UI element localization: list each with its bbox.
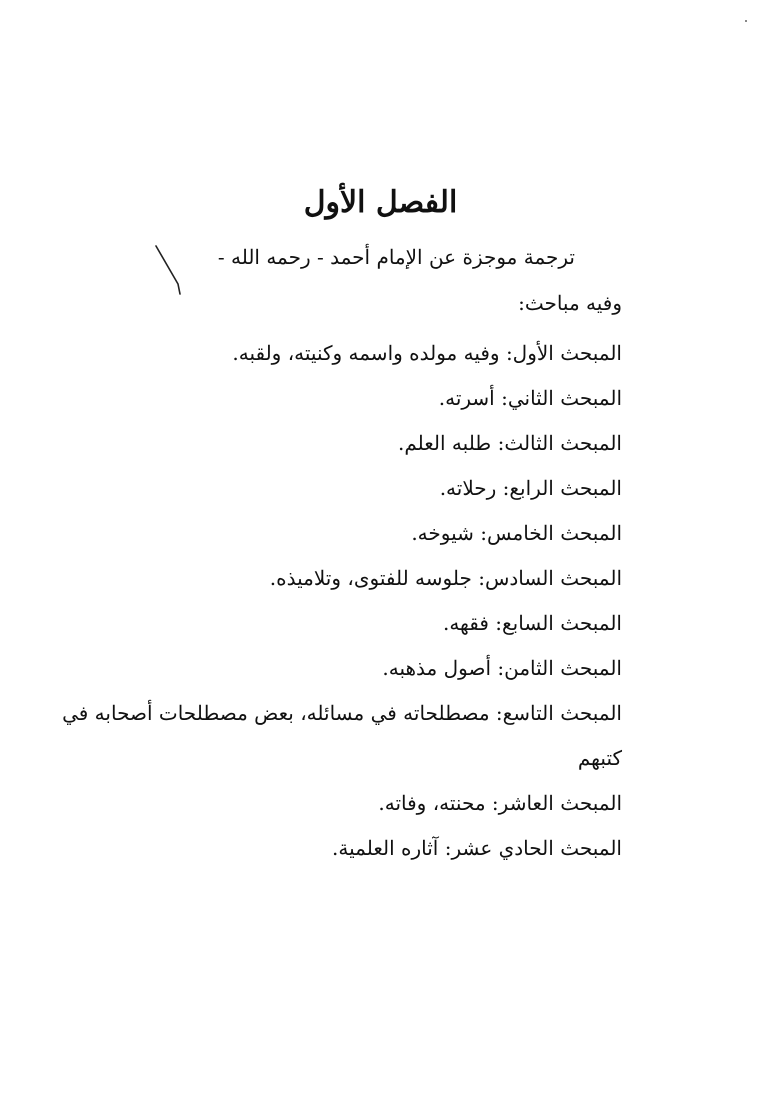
section-item-3: المبحث الثالث: طلبه العلم. [397, 431, 622, 455]
section-item-1: المبحث الأول: وفيه مولده واسمه وكنيته، ولقبه. [232, 341, 622, 365]
section-item-9: المبحث التاسع: مصطلحاته في مسائله، بعض مصطلحات أصحابه في كتبهم [62, 701, 622, 770]
section-item-6: المبحث السادس: جلوسه للفتوى، وتلاميذه. [269, 566, 622, 590]
section-item-7: المبحث السابع: فقهه. [442, 611, 622, 635]
scan-speck [745, 20, 747, 22]
sections-list [62, 331, 622, 871]
section-item-10: المبحث العاشر: محنته، وفاته. [378, 791, 622, 815]
section-item-2: المبحث الثاني: أسرته. [438, 386, 622, 410]
section-item-11: المبحث الحادي عشر: آثاره العلمية. [332, 836, 622, 860]
chapter-title: الفصل الأول [303, 185, 458, 220]
chapter-subtitle: ترجمة موجزة عن الإمام أحمد - رحمه الله - [217, 245, 575, 269]
section-item-4: المبحث الرابع: رحلاته. [439, 476, 622, 500]
section-item-5: المبحث الخامس: شيوخه. [411, 521, 622, 545]
sections-intro: وفيه مباحث: [518, 291, 622, 315]
section-item-8: المبحث الثامن: أصول مذهبه. [382, 656, 622, 680]
handwritten-stroke-mark [150, 240, 190, 300]
